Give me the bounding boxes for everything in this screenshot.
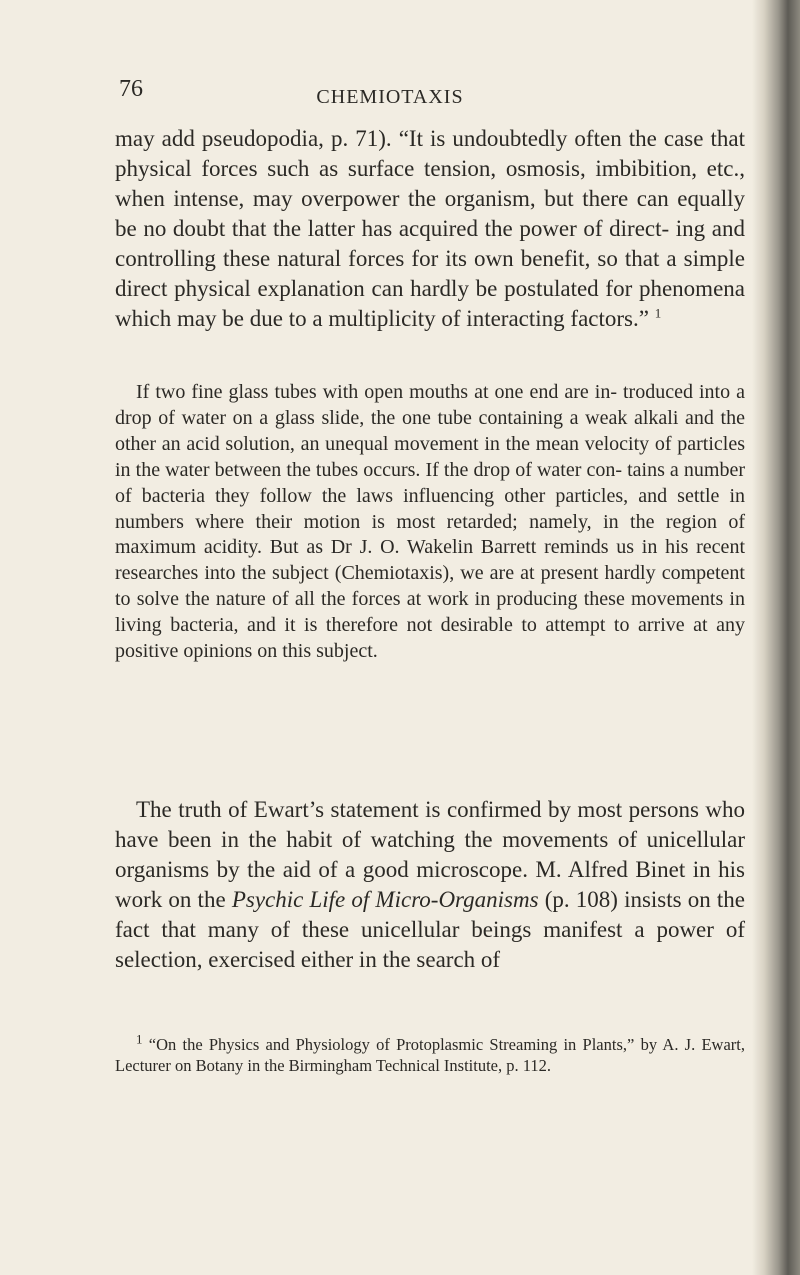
paragraph-ewart-text-end: (p. 108) insists on the fact that many of these unicellular beings manifest a power of selection, exercised either in the search of <box>115 887 745 972</box>
paragraph-ewart-statement <box>115 795 745 975</box>
paragraph-glass-tubes: If two fine glass tubes with open mouths at one end are in- troduced into a drop of water on a glass slide, the one tube containing a weak alkali and the other an acid solution, an unequal movement in the mean velocity of particles in the water between the tubes occurs. If the drop of water con- tains a number of bacteria they follow the laws influencing other particles, and settle in numbers where their motion is most retarded; namely, in the region of maximum acidity. But as Dr J. O. Wakelin Barrett reminds us in his recent researches into the subject (Chemiotaxis), we are at present hardly competent to solve the nature of all the forces at work in producing these movements in living bacteria, and it is therefore not desirable to attempt to arrive at any positive opinions on this subject. <box>115 381 745 663</box>
book-title-psychic-life: Psychic Life of Micro-Organisms <box>231 887 539 912</box>
paragraph-quote <box>115 124 745 334</box>
footnote-text: “On the Physics and Physiology of Protoplasmic Streaming in Plants,” by A. J. Ewart, Lecturer on Botany in the Birmingham Technical Institute, p. 112. <box>115 1035 745 1075</box>
paragraph-quote-text: may add pseudopodia, p. 71). “It is undoubtedly often the case that physical forces such as surface tension, osmosis, imbibition, etc., when intense, may overpower the organism, but there can equally be no doubt that the latter has acquired the power of direct- ing and controlling these natural forces for its own benefit, so that a simple direct physical explanation can hardly be postulated for phenomena which may be due to a multiplicity of interacting factors.” <box>115 126 745 331</box>
footnote-mark: 1 <box>136 1031 143 1047</box>
page-number: 76 <box>119 76 143 102</box>
page-edge-shadow <box>752 0 800 1275</box>
paragraph-ewart-text-start: The truth of Ewart’s statement is confirmed by most persons who have been in the habit of watching the movements of unicellular organisms by the aid of a good microscope. M. Alfred Binet in his work on the <box>115 797 745 912</box>
running-head: CHEMIOTAXIS <box>316 86 464 108</box>
footnote-reference: 1 <box>654 305 662 321</box>
footnote <box>115 1031 745 1076</box>
